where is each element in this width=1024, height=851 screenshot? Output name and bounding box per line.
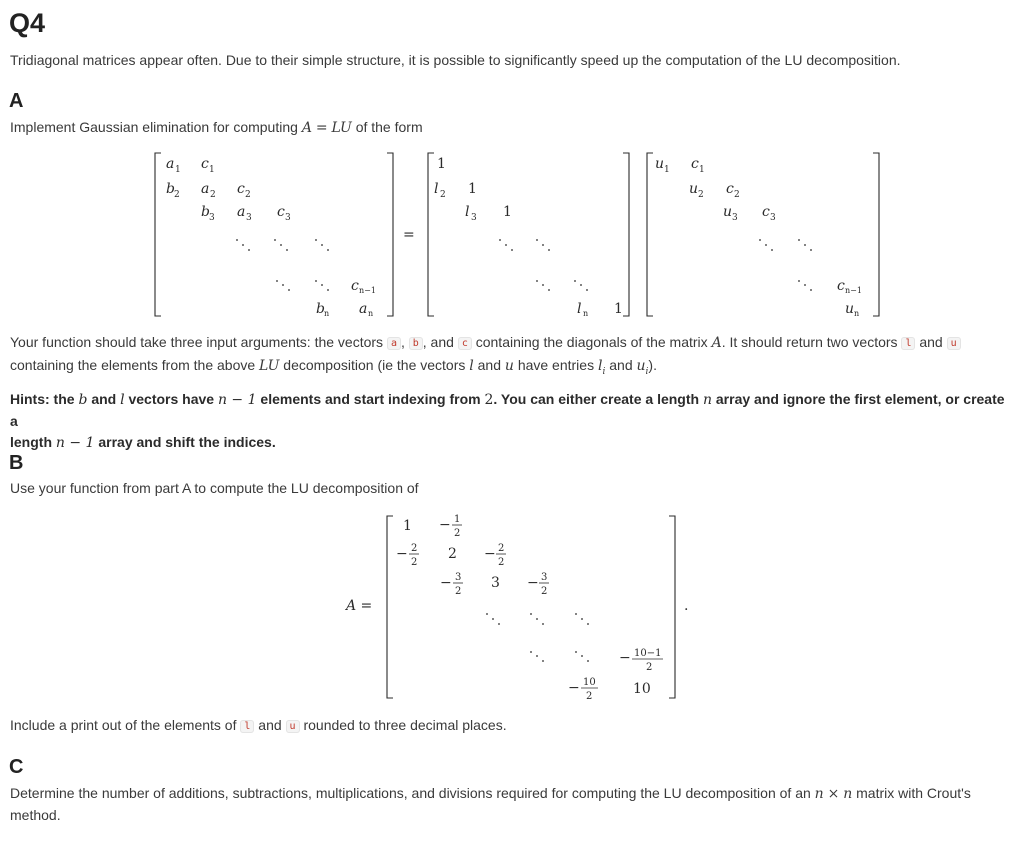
svg-text:1: 1 — [175, 165, 181, 175]
u-c3: c — [762, 204, 770, 220]
svg-text:3: 3 — [471, 213, 477, 223]
entry-2-2: 2 — [448, 546, 457, 562]
minus-2-1: − — [396, 546, 408, 562]
l-one-1: 1 — [437, 156, 446, 172]
question-title: Q4 — [9, 8, 46, 38]
a2: a — [201, 181, 210, 197]
minus-3-4: − — [527, 575, 539, 591]
svg-text:3: 3 — [246, 213, 252, 223]
svg-text:3: 3 — [732, 213, 738, 223]
a-n: a — [359, 301, 368, 317]
l-one-2: 1 — [468, 181, 477, 197]
b2: b — [166, 181, 175, 197]
svg-text:3: 3 — [209, 213, 215, 223]
b-n: b — [316, 301, 325, 317]
intro-text: Tridiagonal matrices appear often. Due to their simple structure, it is possible to significantly speed up the computation of the LU decomposition. — [10, 52, 901, 68]
code-u-b: u — [286, 720, 300, 733]
svg-text:2: 2 — [454, 528, 461, 539]
svg-text:3: 3 — [285, 213, 291, 223]
part-a-heading: A — [9, 90, 24, 112]
minus-n-n1: − — [568, 680, 580, 696]
matrix-period: . — [684, 598, 689, 614]
svg-text:2: 2 — [698, 190, 704, 200]
svg-text:2: 2 — [455, 586, 462, 597]
code-b: b — [409, 337, 423, 350]
minus-3-2: − — [440, 575, 452, 591]
svg-text:2: 2 — [646, 662, 653, 673]
u1: u — [655, 156, 665, 172]
svg-text:2: 2 — [411, 557, 418, 568]
u-c2: c — [726, 181, 734, 197]
equals-sign: = — [403, 227, 415, 243]
svg-text:n: n — [854, 309, 860, 318]
svg-text:1: 1 — [454, 514, 461, 525]
part-b-print-instruction: Include a print out of the elements of l and u rounded to three decimal places. — [10, 717, 507, 733]
svg-text:2: 2 — [541, 586, 548, 597]
svg-text:n: n — [324, 309, 330, 318]
svg-text:2: 2 — [440, 190, 446, 200]
svg-text:2: 2 — [498, 557, 505, 568]
svg-text:2: 2 — [245, 190, 251, 200]
b3: b — [201, 204, 210, 220]
svg-text:2: 2 — [411, 543, 418, 554]
c2: c — [237, 181, 245, 197]
svg-text:2: 2 — [174, 190, 180, 200]
a1: a — [166, 156, 175, 172]
svg-text:3: 3 — [455, 572, 462, 583]
part-a-intro: Implement Gaussian elimination for computing A = LU of the form — [10, 119, 423, 136]
u2: u — [689, 181, 699, 197]
code-a: a — [387, 337, 401, 350]
svg-text:2: 2 — [586, 691, 593, 702]
entry-1-1: 1 — [403, 518, 412, 534]
c-n-minus-1: c — [351, 278, 359, 294]
code-u: u — [947, 337, 961, 350]
entry-n-n: 10 — [633, 681, 651, 697]
c3: c — [277, 204, 285, 220]
svg-text:10: 10 — [583, 677, 596, 688]
code-c: c — [458, 337, 472, 350]
c1: c — [201, 156, 209, 172]
svg-text:2: 2 — [734, 190, 740, 200]
svg-text:n−1: n−1 — [845, 286, 862, 295]
l-one-3: 1 — [503, 204, 512, 220]
minus-n1-n: − — [619, 650, 631, 666]
part-b-heading: B — [9, 452, 24, 474]
svg-text:1: 1 — [209, 165, 215, 175]
matrix-lhs: A = — [346, 598, 373, 614]
part-c-text: Determine the number of additions, subtractions, multiplications, and divisions required for computing the LU decomposition of an n × n matrix with Crout's method. — [10, 785, 971, 823]
part-a-hint: Hints: the b and l vectors have n − 1 elements and start indexing from 2. You can either create a length n array and ignore the first element, or create a length n − 1 array and shift the indices. — [10, 391, 1005, 451]
svg-text:1: 1 — [664, 165, 670, 175]
u-c-n-minus-1: c — [837, 278, 845, 294]
part-a-description: Your function should take three input arguments: the vectors a , b , and c containing the diagonals of the matrix A. It should return two vectors l and u containing the elements from the above LU decomposition (ie the vectors l and u have entries $l_i$ and $u_i$). — [10, 332, 1010, 383]
svg-text:2: 2 — [210, 190, 216, 200]
u-n: u — [845, 301, 855, 317]
svg-text:3: 3 — [541, 572, 548, 583]
svg-text:1: 1 — [699, 165, 705, 175]
entry-3-3: 3 — [491, 575, 500, 591]
l2: l — [434, 181, 439, 197]
svg-text:n: n — [583, 309, 589, 318]
part-b-intro: Use your function from part A to compute the LU decomposition of — [10, 480, 419, 496]
minus-1-2: − — [439, 517, 451, 533]
svg-text:3: 3 — [770, 213, 776, 223]
code-l-b: l — [240, 720, 254, 733]
minus-2-3: − — [484, 546, 496, 562]
svg-text:2: 2 — [498, 543, 505, 554]
l-one-n: 1 — [614, 301, 623, 317]
u3: u — [723, 204, 733, 220]
a3: a — [237, 204, 246, 220]
code-l: l — [901, 337, 915, 350]
l-n: l — [577, 301, 582, 317]
svg-text:n−1: n−1 — [359, 286, 376, 295]
svg-text:10−1: 10−1 — [634, 648, 662, 659]
part-c-heading: C — [9, 756, 24, 778]
svg-text:n: n — [368, 309, 374, 318]
l3: l — [465, 204, 470, 220]
u-c1: c — [691, 156, 699, 172]
